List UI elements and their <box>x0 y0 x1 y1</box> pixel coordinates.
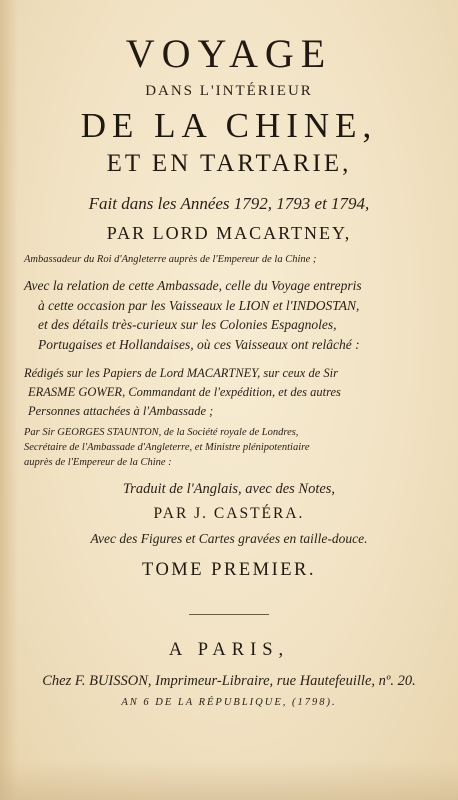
paragraph-line: Secrétaire de l'Ambassade d'Angleterre, et Ministre plénipotentiaire <box>24 442 310 453</box>
paragraph-line: Personnes attachées à l'Ambassade ; <box>28 404 214 418</box>
line-publisher: Chez F. BUISSON, Imprimeur-Libraire, rue Hautefeuille, nº. 20. <box>42 673 416 689</box>
line-author-macartney: PAR LORD MACARTNEY, <box>106 223 352 243</box>
paragraph-line: ERASME GOWER, Commandant de l'expédition, et des autres <box>28 385 341 399</box>
line-date-republique: AN 6 DE LA RÉPUBLIQUE, (1798). <box>121 697 337 708</box>
paragraph-line: à cette occasion par les Vaisseaux le LION et l'INDOSTAN, <box>38 297 360 313</box>
title-voyage: VOYAGE <box>125 31 333 76</box>
title-et-en-tartarie: ET EN TARTARIE, <box>106 150 352 177</box>
line-tome-premier: TOME PREMIER. <box>141 560 316 580</box>
title-de-la-chine: DE LA CHINE, <box>80 106 378 145</box>
paragraph-line: auprès de l'Empereur de la Chine : <box>24 457 172 468</box>
subtitle-dans-l-interieur: DANS L'INTÉRIEUR <box>145 83 313 99</box>
paragraph-line: Rédigés sur les Papiers de Lord MACARTNEY, sur ceux de Sir <box>24 366 338 380</box>
paragraph-rediges <box>24 364 444 421</box>
line-figures: Avec des Figures et Cartes gravées en taille-douce. <box>90 531 368 546</box>
divider-rule <box>189 614 269 615</box>
line-translator-castera: PAR J. CASTÉRA. <box>153 505 305 522</box>
paragraph-staunton <box>24 425 444 470</box>
paragraph-line: Par Sir GEORGES STAUNTON, de la Société royale de Londres, <box>24 427 299 438</box>
line-a-paris: A PARIS, <box>168 640 290 660</box>
page-bottom-shadow <box>0 760 458 800</box>
paragraph-line: et des détails très-curieux sur les Colonies Espagnoles, <box>38 317 337 332</box>
line-years: Fait dans les Années 1792, 1793 et 1794, <box>88 194 370 213</box>
paragraph-line: Portugaises et Hollandaises, où ces Vaisseaux ont relâché : <box>38 336 360 352</box>
line-translated: Traduit de l'Anglais, avec des Notes, <box>122 481 336 497</box>
paragraph-relation <box>24 276 444 354</box>
line-ambassadeur: Ambassadeur du Roi d'Angleterre auprès de l'Empereur de la Chine ; <box>24 254 317 265</box>
paragraph-line: Avec la relation de cette Ambassade, celle du Voyage entrepris <box>24 278 362 293</box>
